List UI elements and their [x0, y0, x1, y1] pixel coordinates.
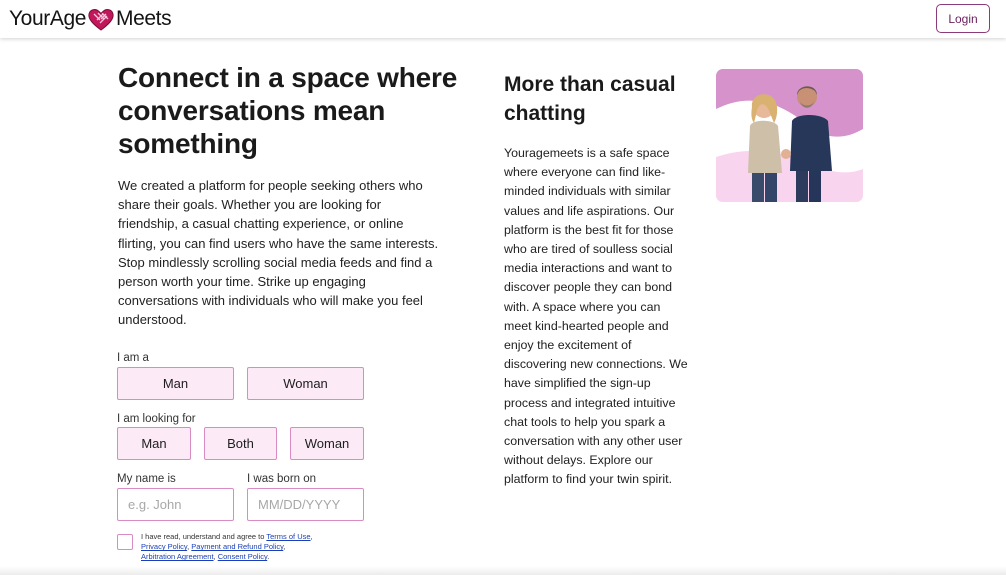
name-input[interactable]	[117, 488, 234, 521]
name-label: My name is	[117, 473, 176, 485]
couple-illustration	[716, 69, 863, 202]
login-button[interactable]: Login	[936, 4, 990, 33]
birthdate-input[interactable]	[247, 488, 364, 521]
arbitration-agreement-link[interactable]: Arbitration Agreement	[141, 552, 214, 562]
i-am-woman-button[interactable]: Woman	[247, 367, 364, 400]
hero-description: We created a platform for people seeking others who share their goals. Whether you are looking for friendship, a casual chatting experience, or online flirting, you can find users who have the same interests. Stop mindlessly scrolling social media feeds and find a person worth your time. Strike up engaging conversations with individuals who will make you feel understood.	[118, 178, 439, 328]
couple-photo	[716, 69, 863, 202]
site-header	[0, 0, 1006, 38]
looking-for-man-button[interactable]: Man	[117, 427, 191, 460]
i-am-man-button[interactable]: Man	[117, 367, 234, 400]
consent-policy-link[interactable]: Consent Policy	[217, 552, 268, 562]
terms-text: I have read, understand and agree to Terms of Use, Privacy Policy, Payment and Refund Policy, Arbitration Agreement, Consent Policy.	[141, 532, 313, 562]
terms-prefix: I have read, understand and agree to	[141, 532, 267, 541]
logo-text-right: Meets	[116, 7, 172, 30]
i-am-label: I am a	[117, 352, 149, 364]
birthdate-label: I was born on	[247, 473, 317, 485]
looking-for-woman-button[interactable]: Woman	[290, 427, 364, 460]
terms-of-use-link[interactable]: Terms of Use	[266, 532, 311, 541]
looking-for-both-button[interactable]: Both	[204, 427, 277, 460]
side-description: Youragemeets is a safe space where everyone can find like-minded individuals with similar values and life aspirations. Our platform is the best fit for those who are tired of soulless social media interactions and want to discover people they can bond with. A space where you can meet kind-hearted people and enjoy the excitement of discovering new connections. We have simplified the sign-up process and integrated intuitive chat tools to help you spark a conversation with any other user without delays. Explore our platform to find your twin spirit.	[504, 146, 688, 487]
side-title: More than casual chatting	[504, 73, 676, 125]
heart-logo-icon	[87, 8, 115, 32]
privacy-policy-link[interactable]: Privacy Policy	[141, 542, 188, 552]
looking-for-label: I am looking for	[117, 413, 196, 425]
logo-text-left: YourAge	[9, 7, 86, 30]
logo[interactable]	[9, 6, 171, 32]
hero-title: Connect in a space where conversations mean something	[118, 62, 458, 159]
payment-refund-policy-link[interactable]: Payment and Refund Policy	[191, 542, 284, 552]
bottom-shadow	[0, 566, 1006, 575]
terms-checkbox[interactable]	[117, 534, 133, 550]
